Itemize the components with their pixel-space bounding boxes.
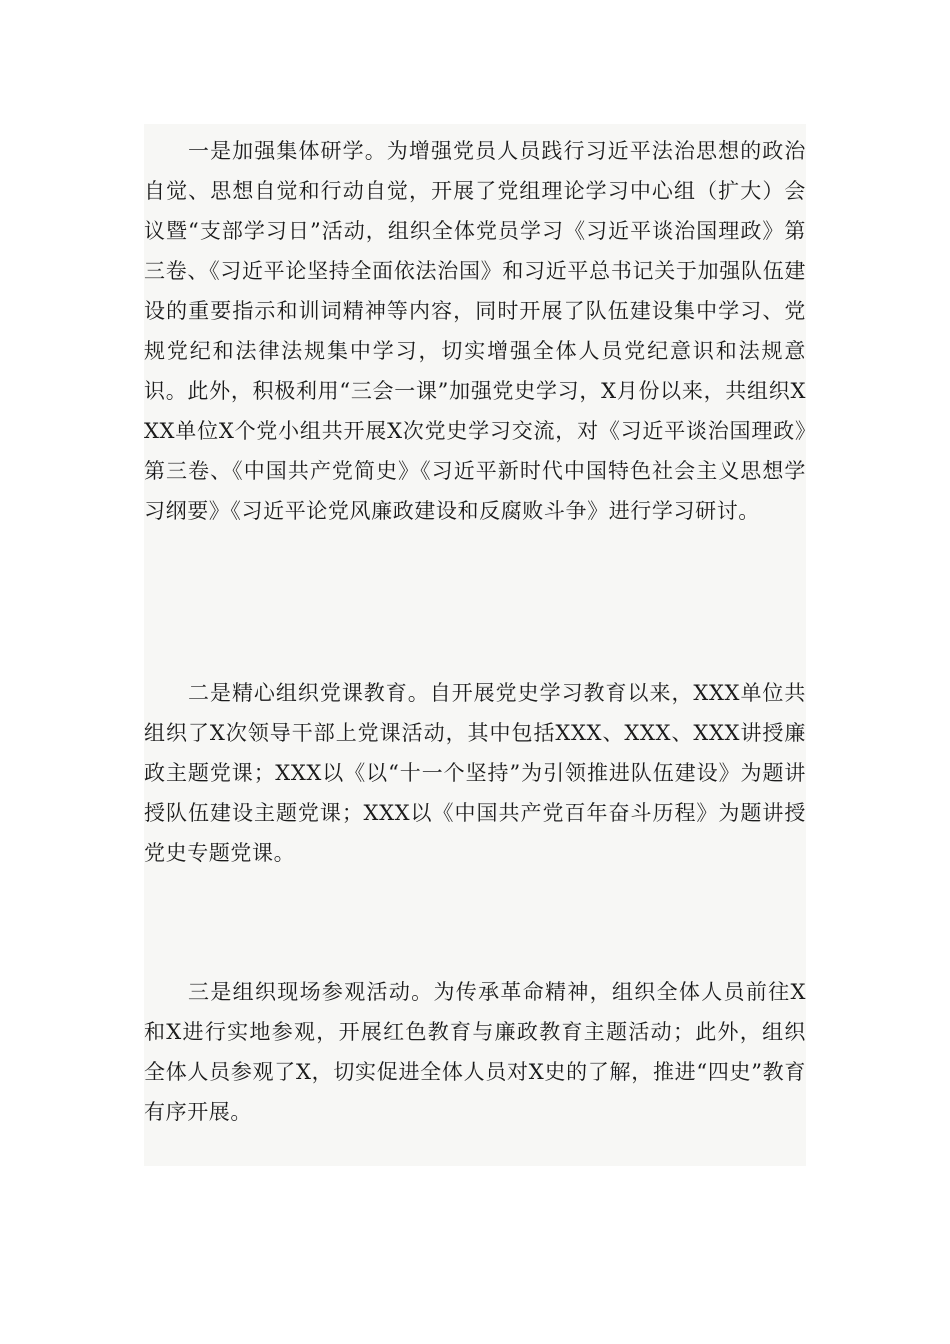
paragraph-site-visit: 三是组织现场参观活动。为传承革命精神，组织全体人员前往X和X进行实地参观，开展红色教育与廉政教育主题活动；此外，组织全体人员参观了X，切实促进全体人员对X史的了解，推进“四史”教育有序开展。 xyxy=(144,980,806,1124)
paragraph-collective-study: 一是加强集体研学。为增强党员人员践行习近平法治思想的政治自觉、思想自觉和行动自觉，开展了党组理论学习中心组（扩大）会议暨“支部学习日”活动，组织全体党员学习《习近平谈治国理政》第三卷、《习近平论坚持全面依法治国》和习近平总书记关于加强队伍建设的重要指示和训词精神等内容，同时开展了队伍建设集中学习、党规党纪和法律法规集中学习，切实增强全体人员党纪意识和法规意识。此外，积极利用“三会一课”加强党史学习，X月份以来，共组织XXX单位X个党小组共开展X次党史学习交流，对《习近平谈治国理政》第三卷、《中国共产党简史》《习近平新时代中国特色社会主义思想学习纲要》《习近平论党风廉政建设和反腐败斗争》进行学习研讨。 xyxy=(144,139,806,523)
document-body xyxy=(144,124,806,1166)
paragraph-party-lecture: 二是精心组织党课教育。自开展党史学习教育以来，XXX单位共组织了X次领导干部上党课活动，其中包括XXX、XXX、XXX讲授廉政主题党课；XXX以《以“十一个坚持”为引领推进队伍建设》为题讲授队伍建设主题党课；XXX以《中国共产党百年奋斗历程》为题讲授党史专题党课。 xyxy=(144,681,806,865)
